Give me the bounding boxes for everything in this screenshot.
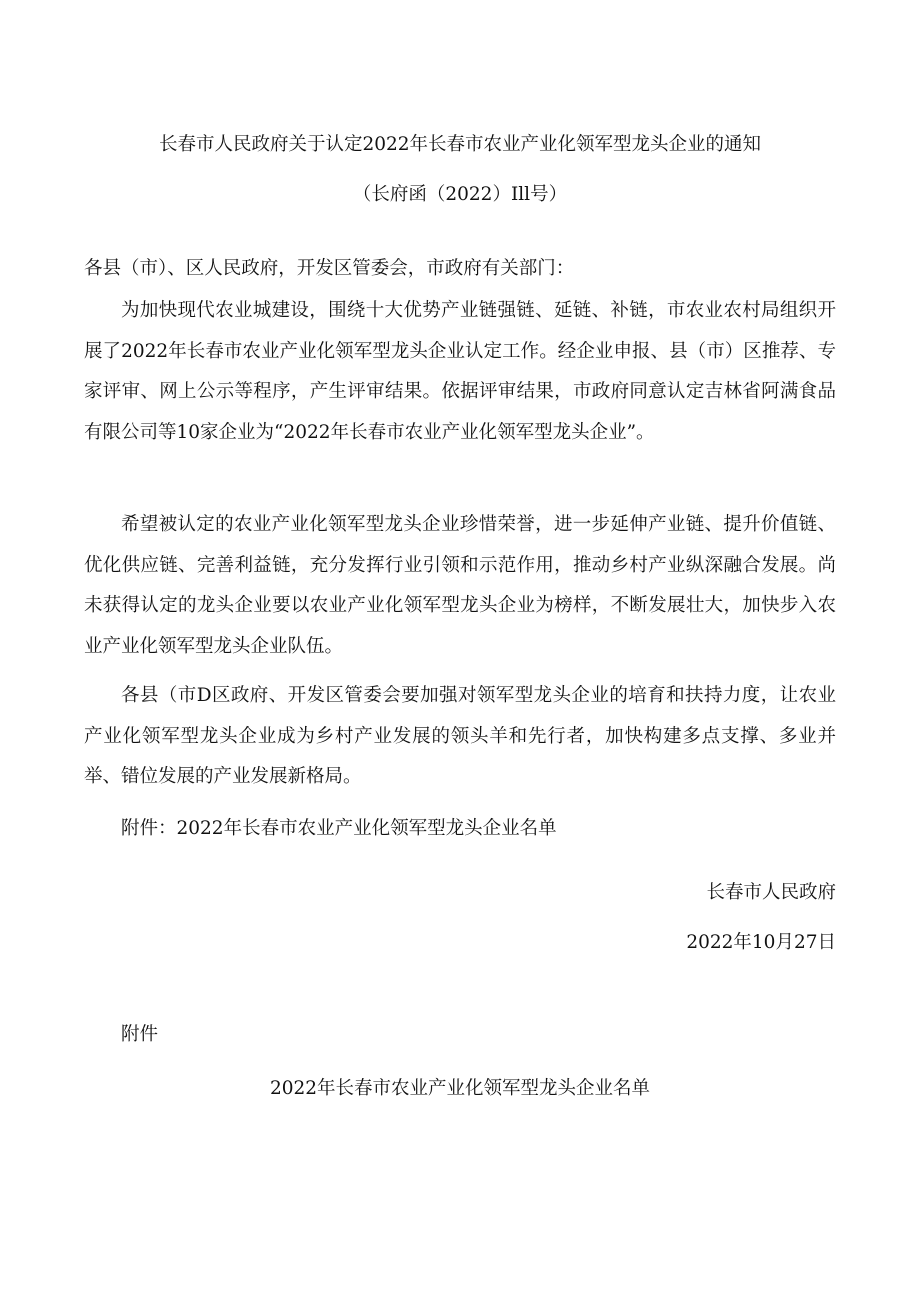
attachment-reference: 附件：2022年长春市农业产业化领军型龙头企业名单 [121, 818, 557, 839]
body-paragraph-2: 希望被认定的农业产业化领军型龙头企业珍惜荣誉，进一步延伸产业链、提升价值链、优化供应链、完善利益链，充分发挥行业引领和示范作用，推动乡村产业纵深融合发展。尚未获得认定的龙头企业要以农业产业化领军型龙头企业为榜样，不断发展壮大，加快步入农业产业化领军型龙头企业队伍。 [84, 514, 836, 657]
attachment-heading: 附件 [121, 1024, 159, 1045]
salutation: 各县（市）、区人民政府，开发区管委会，市政府有关部门： [84, 258, 575, 279]
document-title: 长春市人民政府关于认定2022年长春市农业产业化领军型龙头企业的通知 [158, 134, 762, 155]
body-paragraph-1: 为加快现代农业城建设，围绕十大优势产业链强链、延链、补链，市农业农村局组织开展了2022年长春市农业产业化领军型龙头企业认定工作。经企业申报、县（市）区推荐、专家评审、网上公示等程序，产生评审结果。依据评审结果，市政府同意认定吉林省阿满食品有限公司等10家企业为“2022年长春市农业产业化领军型龙头企业”。 [84, 300, 836, 443]
issuer-signature: 长春市人民政府 [706, 882, 836, 903]
attachment-list-title: 2022年长春市农业产业化领军型龙头企业名单 [269, 1078, 651, 1099]
issue-date: 2022年10月27日 [686, 932, 836, 953]
body-paragraph-3: 各县（市D区政府、开发区管委会要加强对领军型龙头企业的培育和扶持力度，让农业产业化领军型龙头企业成为乡村产业发展的领头羊和先行者，加快构建多点支撑、多业并举、错位发展的产业发展新格局。 [84, 685, 836, 787]
document-number: （长府函（2022）Ill号） [352, 184, 568, 205]
